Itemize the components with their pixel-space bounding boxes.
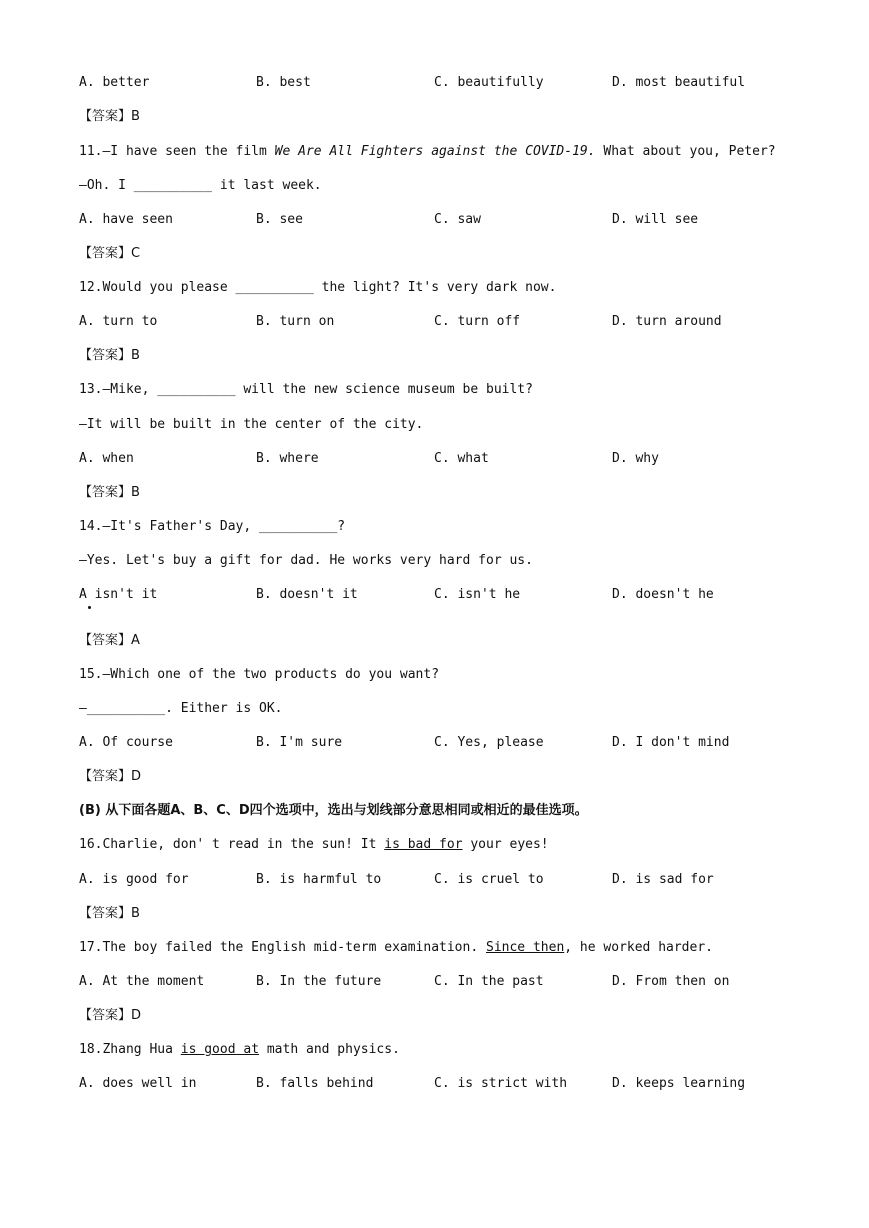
q11-options	[79, 211, 839, 229]
option-c[interactable]: C. Yes, please	[434, 735, 544, 750]
q13-answer: 【答案】B	[79, 485, 140, 500]
option-d[interactable]: D. I don't mind	[612, 735, 730, 750]
option-b[interactable]: B. doesn't it	[256, 587, 358, 602]
q14-options	[79, 586, 839, 604]
section-b-heading: (B) 从下面各题A、B、C、D四个选项中，选出与划线部分意思相同或相近的最佳选项。	[79, 803, 588, 818]
option-b[interactable]: B. see	[256, 212, 303, 227]
q17-answer: 【答案】D	[79, 1008, 142, 1023]
stray-dot-mark	[88, 606, 91, 609]
q17-stem-post: , he worked harder.	[564, 940, 713, 955]
option-d[interactable]: D. keeps learning	[612, 1076, 746, 1091]
option-b[interactable]: B. falls behind	[256, 1076, 374, 1091]
option-a[interactable]: A. better	[79, 75, 150, 90]
option-b[interactable]: B. best	[256, 75, 311, 90]
q12-answer: 【答案】B	[79, 348, 140, 363]
q16-answer: 【答案】B	[79, 906, 140, 921]
q11-stem-pre: 11.—I have seen the film	[79, 144, 275, 159]
q15-stem: 15.—Which one of the two products do you want?	[79, 667, 440, 682]
q11-stem-post: What about you, Peter?	[595, 144, 776, 159]
option-c[interactable]: C. isn't he	[434, 587, 521, 602]
option-d[interactable]: D. is sad for	[612, 872, 714, 887]
option-c[interactable]: C. is cruel to	[434, 872, 544, 887]
option-c[interactable]: C. is strict with	[434, 1076, 568, 1091]
option-c[interactable]: C. In the past	[434, 974, 544, 989]
q15-options	[79, 734, 839, 752]
q17-underlined-phrase: Since then	[486, 940, 565, 955]
q16-stem-pre: 16.Charlie, don' t read in the sun! It	[79, 837, 385, 852]
q13-stem: 13.—Mike, __________ will the new science museum be built?	[79, 382, 533, 397]
q16-options	[79, 871, 839, 889]
option-a[interactable]: A. have seen	[79, 212, 173, 227]
q10-options	[79, 74, 839, 92]
option-a[interactable]: A. At the moment	[79, 974, 205, 989]
q18-stem-pre: 18.Zhang Hua	[79, 1042, 181, 1057]
option-c[interactable]: C. saw	[434, 212, 481, 227]
option-d[interactable]: D. doesn't he	[612, 587, 714, 602]
q14-stem: 14.—It's Father's Day, __________?	[79, 519, 346, 534]
q18-stem	[79, 1041, 400, 1059]
option-b[interactable]: B. turn on	[256, 314, 335, 329]
q11-film-title: We Are All Fighters against the COVID-19.	[274, 144, 596, 159]
q13-reply: —It will be built in the center of the city.	[79, 417, 424, 432]
option-b[interactable]: B. I'm sure	[256, 735, 343, 750]
option-c[interactable]: C. what	[434, 451, 489, 466]
option-b[interactable]: B. is harmful to	[256, 872, 382, 887]
option-b[interactable]: B. In the future	[256, 974, 382, 989]
q18-stem-post: math and physics.	[259, 1042, 400, 1057]
option-d[interactable]: D. turn around	[612, 314, 722, 329]
option-a[interactable]: A. is good for	[79, 872, 189, 887]
q16-underlined-phrase: is bad for	[384, 837, 463, 852]
option-a[interactable]: A. turn to	[79, 314, 158, 329]
q10-answer: 【答案】B	[79, 109, 140, 124]
q11-stem	[79, 143, 776, 161]
option-d[interactable]: D. most beautiful	[612, 75, 746, 90]
q17-stem-pre: 17.The boy failed the English mid-term examination.	[79, 940, 486, 955]
q17-stem	[79, 939, 713, 957]
q16-stem	[79, 836, 549, 854]
option-a[interactable]: A. Of course	[79, 735, 173, 750]
q12-options	[79, 313, 839, 331]
option-d[interactable]: D. why	[612, 451, 659, 466]
option-a[interactable]: A. when	[79, 451, 134, 466]
q18-underlined-phrase: is good at	[180, 1042, 260, 1057]
q11-answer: 【答案】C	[79, 246, 141, 261]
q18-options	[79, 1075, 839, 1093]
option-c[interactable]: C. beautifully	[434, 75, 544, 90]
q15-reply: —__________. Either is OK.	[79, 701, 283, 716]
option-a[interactable]: A. does well in	[79, 1076, 197, 1091]
option-b[interactable]: B. where	[256, 451, 319, 466]
q15-answer: 【答案】D	[79, 769, 142, 784]
option-c[interactable]: C. turn off	[434, 314, 521, 329]
q17-options	[79, 973, 839, 991]
option-a[interactable]: A isn't it	[79, 587, 158, 602]
option-d[interactable]: D. From then on	[612, 974, 730, 989]
q14-answer: 【答案】A	[79, 633, 140, 648]
option-d[interactable]: D. will see	[612, 212, 699, 227]
q14-reply: —Yes. Let's buy a gift for dad. He works very hard for us.	[79, 553, 533, 568]
q16-stem-post: your eyes!	[462, 837, 549, 852]
q12-stem: 12.Would you please __________ the light? It's very dark now.	[79, 280, 557, 295]
q13-options	[79, 450, 839, 468]
q11-reply: —Oh. I __________ it last week.	[79, 178, 322, 193]
